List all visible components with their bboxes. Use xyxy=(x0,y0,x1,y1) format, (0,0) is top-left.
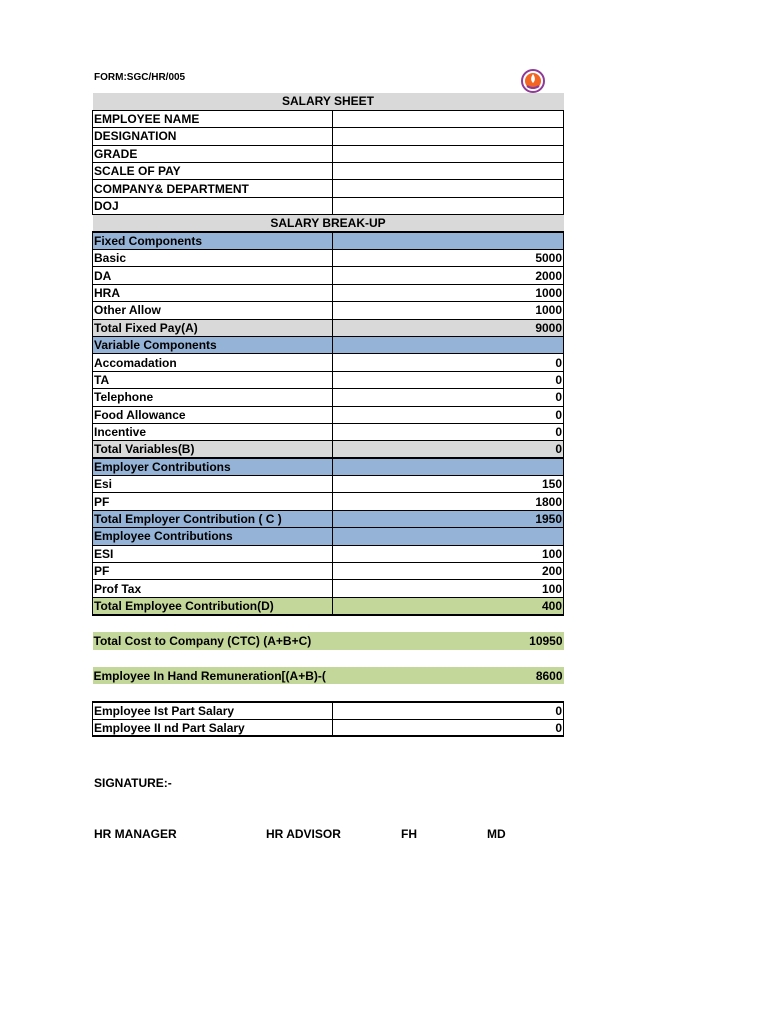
info-row xyxy=(93,180,564,197)
row-value[interactable]: 0 xyxy=(333,423,564,440)
table-row xyxy=(93,284,564,301)
info-value[interactable] xyxy=(333,180,564,197)
total-variable-label: Total Variables(B) xyxy=(93,441,333,458)
company-logo-icon xyxy=(520,68,546,94)
in-hand-value: 8600 xyxy=(333,667,564,684)
table-row xyxy=(93,719,564,736)
approver-fh: FH xyxy=(401,827,417,841)
part-label: Employee Ist Part Salary xyxy=(93,702,333,719)
table-row xyxy=(93,354,564,371)
info-label: GRADE xyxy=(93,145,333,162)
row-value[interactable]: 1800 xyxy=(333,493,564,510)
row-label: Accomadation xyxy=(93,354,333,371)
table-row xyxy=(93,302,564,319)
table-row xyxy=(93,580,564,597)
section-header-blank xyxy=(333,336,564,353)
row-label: PF xyxy=(93,493,333,510)
row-value[interactable]: 0 xyxy=(333,371,564,388)
sheet-title: SALARY SHEET xyxy=(93,93,564,110)
info-label: COMPANY& DEPARTMENT xyxy=(93,180,333,197)
table-row xyxy=(93,493,564,510)
row-label: Esi xyxy=(93,476,333,493)
row-label: Basic xyxy=(93,250,333,267)
ctc-label: Total Cost to Company (CTC) (A+B+C) xyxy=(93,632,333,649)
total-fixed-label: Total Fixed Pay(A) xyxy=(93,319,333,336)
row-label: DA xyxy=(93,267,333,284)
info-value[interactable] xyxy=(333,145,564,162)
table-row xyxy=(93,406,564,423)
section-header-blank xyxy=(333,528,564,545)
section-header-employee: Employee Contributions xyxy=(93,528,333,545)
section-header-fixed: Fixed Components xyxy=(93,232,333,249)
row-label: PF xyxy=(93,563,333,580)
info-row xyxy=(93,110,564,127)
row-label: Other Allow xyxy=(93,302,333,319)
row-value[interactable]: 200 xyxy=(333,563,564,580)
table-row xyxy=(93,423,564,440)
section-header-blank xyxy=(333,458,564,475)
part-label: Employee II nd Part Salary xyxy=(93,719,333,736)
table-row xyxy=(93,545,564,562)
row-label: Food Allowance xyxy=(93,406,333,423)
breakup-title: SALARY BREAK-UP xyxy=(93,215,564,232)
signature-label: SIGNATURE:- xyxy=(94,776,172,790)
section-header-variable: Variable Components xyxy=(93,336,333,353)
section-header-employer: Employer Contributions xyxy=(93,458,333,475)
section-header-blank xyxy=(333,232,564,249)
row-label: Telephone xyxy=(93,389,333,406)
row-value[interactable]: 0 xyxy=(333,354,564,371)
row-value[interactable]: 1000 xyxy=(333,302,564,319)
row-value[interactable]: 100 xyxy=(333,580,564,597)
spacer xyxy=(93,615,564,632)
row-label: Prof Tax xyxy=(93,580,333,597)
table-row xyxy=(93,476,564,493)
row-value[interactable]: 2000 xyxy=(333,267,564,284)
info-value[interactable] xyxy=(333,163,564,180)
row-label: ESI xyxy=(93,545,333,562)
row-value[interactable]: 5000 xyxy=(333,250,564,267)
row-value[interactable]: 1000 xyxy=(333,284,564,301)
row-value[interactable]: 100 xyxy=(333,545,564,562)
info-value[interactable] xyxy=(333,197,564,214)
spacer xyxy=(93,684,564,701)
info-label: DESIGNATION xyxy=(93,128,333,145)
row-label: TA xyxy=(93,371,333,388)
table-row xyxy=(93,563,564,580)
row-label: HRA xyxy=(93,284,333,301)
row-label: Incentive xyxy=(93,423,333,440)
info-row xyxy=(93,145,564,162)
info-label: SCALE OF PAY xyxy=(93,163,333,180)
row-value[interactable]: 150 xyxy=(333,476,564,493)
approver-md: MD xyxy=(487,827,506,841)
row-value[interactable]: 0 xyxy=(333,406,564,423)
info-row xyxy=(93,197,564,214)
approver-hr-advisor: HR ADVISOR xyxy=(266,827,341,841)
form-code: FORM:SGC/HR/005 xyxy=(94,72,186,83)
total-fixed-value: 9000 xyxy=(333,319,564,336)
table-row xyxy=(93,267,564,284)
approver-hr-manager: HR MANAGER xyxy=(94,827,177,841)
info-row xyxy=(93,128,564,145)
row-value[interactable]: 0 xyxy=(333,389,564,406)
part-value[interactable]: 0 xyxy=(333,719,564,736)
salary-sheet-table xyxy=(92,93,564,737)
total-employee-label: Total Employee Contribution(D) xyxy=(93,597,333,614)
table-row xyxy=(93,389,564,406)
info-row xyxy=(93,163,564,180)
table-row xyxy=(93,702,564,719)
total-variable-value: 0 xyxy=(333,441,564,458)
info-label: EMPLOYEE NAME xyxy=(93,110,333,127)
total-employer-value: 1950 xyxy=(333,510,564,527)
table-row xyxy=(93,371,564,388)
in-hand-label: Employee In Hand Remuneration[(A+B)-( xyxy=(93,667,333,684)
info-label: DOJ xyxy=(93,197,333,214)
part-value[interactable]: 0 xyxy=(333,702,564,719)
table-row xyxy=(93,250,564,267)
info-value[interactable] xyxy=(333,128,564,145)
info-value[interactable] xyxy=(333,110,564,127)
ctc-value: 10950 xyxy=(333,632,564,649)
total-employee-value: 400 xyxy=(333,597,564,614)
total-employer-label: Total Employer Contribution ( C ) xyxy=(93,510,333,527)
spacer xyxy=(93,650,564,667)
